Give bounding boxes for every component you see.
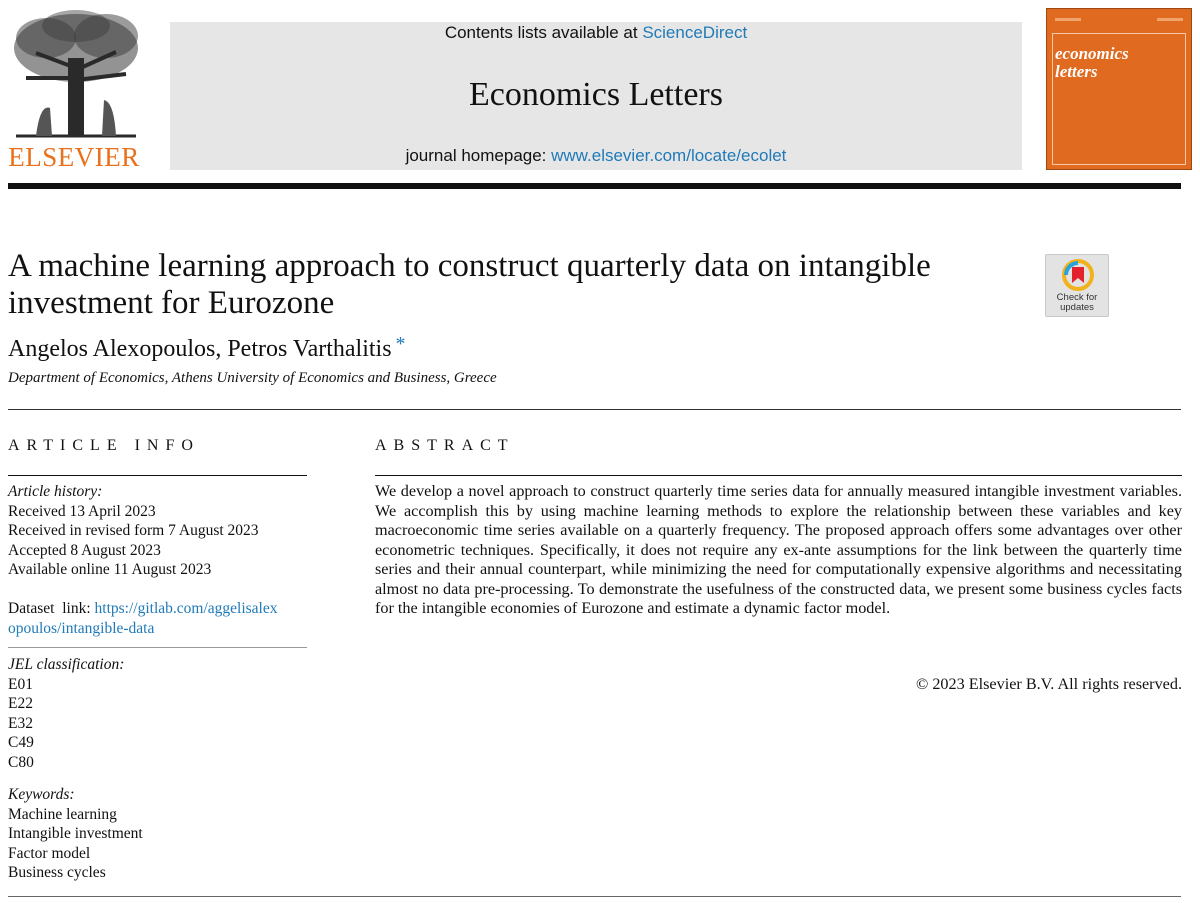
jel-code: E01 — [8, 675, 33, 693]
keywords-label: Keywords: — [8, 786, 75, 803]
keyword: Factor model — [8, 844, 91, 862]
abstract-divider — [375, 475, 1182, 476]
elsevier-tree-icon — [6, 8, 146, 148]
author-affiliation: Department of Economics, Athens University of Economics and Business, Greece — [8, 370, 497, 386]
article-history — [8, 482, 308, 580]
dataset-link-continued[interactable]: opoulos/intangible-data — [8, 619, 155, 637]
jel-code: E32 — [8, 714, 33, 732]
keyword: Business cycles — [8, 864, 106, 881]
bottom-divider — [8, 896, 1181, 897]
copyright-notice: © 2023 Elsevier B.V. All rights reserved. — [915, 675, 1182, 693]
check-for-updates-button[interactable] — [1045, 254, 1109, 317]
dataset-prefix: Dataset link: — [8, 600, 95, 617]
keywords-block — [8, 785, 308, 883]
cover-topbar — [1055, 15, 1183, 25]
history-received: Received 13 April 2023 — [8, 502, 156, 520]
jel-classification — [8, 655, 308, 772]
sciencedirect-link[interactable]: ScienceDirect — [642, 23, 748, 42]
history-online: Available online 11 August 2023 — [8, 561, 212, 578]
cover-title — [1055, 45, 1129, 81]
publisher-wordmark: ELSEVIER — [8, 142, 140, 172]
jel-code: C80 — [8, 753, 34, 771]
jel-code: E22 — [8, 695, 33, 712]
article-info-divider — [8, 475, 307, 476]
dataset-link-block — [8, 599, 308, 638]
journal-cover — [1046, 8, 1192, 170]
journal-homepage-link[interactable]: www.elsevier.com/locate/ecolet — [551, 146, 787, 165]
title-divider — [8, 409, 1181, 410]
history-label: Article history: — [8, 483, 103, 500]
history-revised: Received in revised form 7 August 2023 — [8, 522, 259, 539]
article-info-heading: ARTICLE INFO — [8, 437, 200, 454]
contents-prefix: Contents lists available at — [444, 23, 643, 42]
keyword: Machine learning — [8, 805, 117, 823]
crossmark-icon — [1062, 259, 1094, 291]
article-title — [8, 248, 1028, 322]
homepage-line — [170, 146, 1022, 166]
crossmark-label-line2: updates — [1060, 302, 1094, 313]
keyword: Intangible investment — [8, 825, 143, 842]
article-title-line2: investment for Eurozone — [8, 285, 335, 321]
history-accepted: Accepted 8 August 2023 — [8, 541, 161, 559]
cover-title-line2: letters — [1055, 62, 1098, 81]
article-title-line1: A machine learning approach to construct quarterly data on intangible — [8, 248, 931, 284]
dataset-link[interactable]: https://gitlab.com/aggelisalex — [94, 600, 278, 617]
journal-masthead — [170, 22, 1022, 170]
crossmark-label — [1046, 293, 1108, 313]
author-list — [8, 333, 406, 363]
homepage-prefix: journal homepage: — [405, 146, 552, 165]
cover-title-line1: economics — [1055, 44, 1129, 63]
jel-code: C49 — [8, 734, 34, 751]
journal-title: Economics Letters — [469, 76, 723, 113]
abstract-text: We develop a novel approach to construct quarterly time series data for annually measured intangible investment variables. We accomplish this by using machine learning methods to explore the relationship between these variables and key macroeconomic time series available on a quarterly frequency. The proposed approach offers some advantages over other econometric techniques. Specifically, it does not require any ex-ante assumptions for the link between the quarterly time series and their annual counterpart, while minimizing the need for computationally expensive algorithms and necessitating almost no data pre-processing. To demonstrate the usefulness of the constructed data, we present some business cycles facts for the intangible economies of Eurozone and estimate a dynamic factor model. — [375, 482, 1182, 617]
masthead-divider — [8, 183, 1181, 189]
corresponding-author-mark[interactable]: * — [395, 333, 406, 355]
dataset-divider — [8, 647, 307, 648]
crossmark-label-line1: Check for — [1056, 292, 1098, 303]
contents-line — [170, 23, 1022, 43]
abstract-heading: ABSTRACT — [375, 437, 515, 454]
author-names: Angelos Alexopoulos, Petros Varthalitis — [8, 336, 392, 362]
jel-label: JEL classification: — [8, 656, 125, 673]
